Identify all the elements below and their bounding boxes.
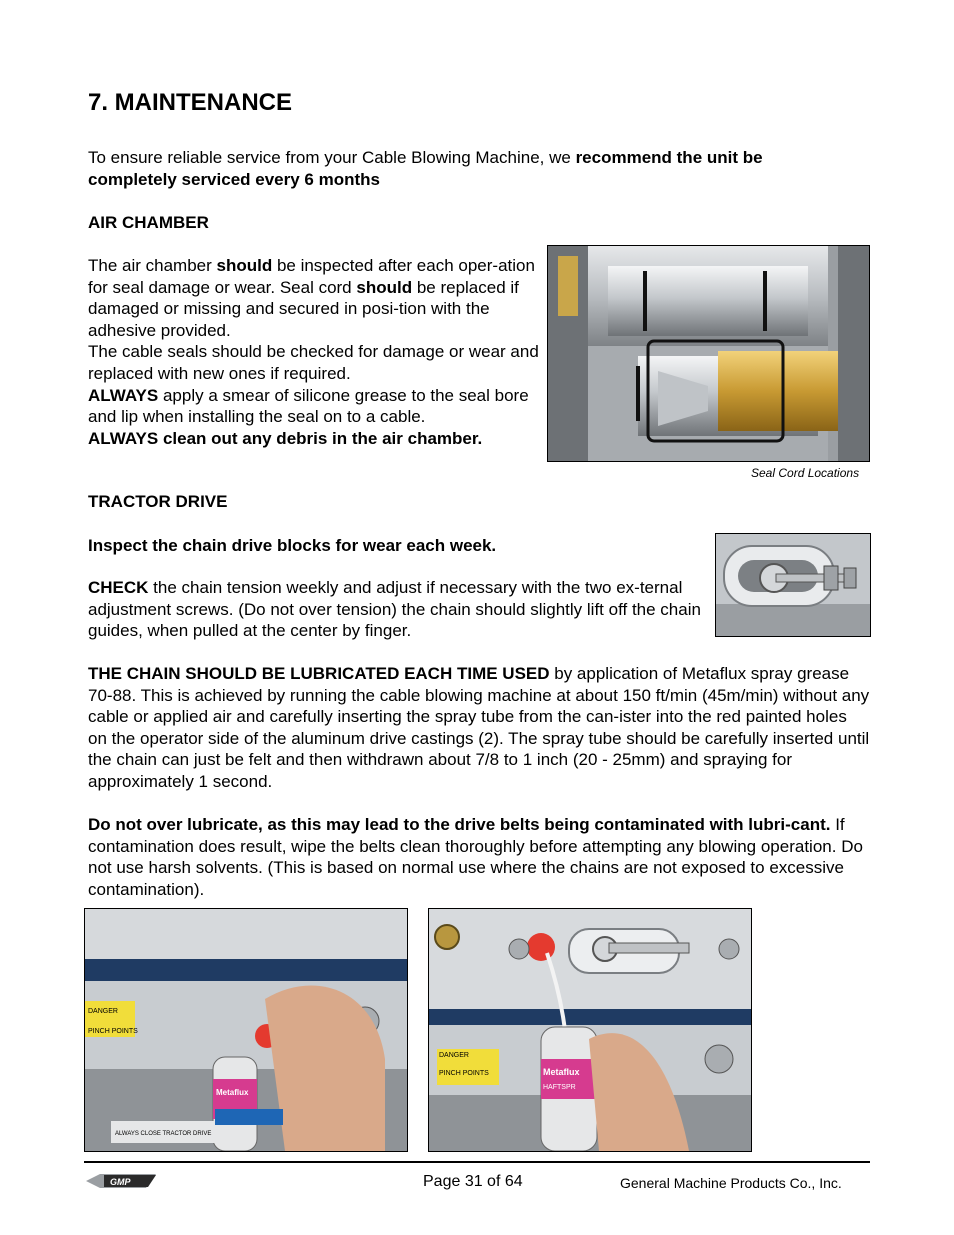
air-chamber-p2: The cable seals should be checked for damage or wear and replaced with new ones if required. [88, 342, 539, 383]
lubrication-photo-left [84, 908, 408, 1152]
check-paragraph [88, 577, 710, 642]
air-chamber-text [88, 255, 543, 449]
warn-rest: If contamination does result, wipe the belts clean thoroughly before attempting any blowing operation. Do not use harsh solvents. (This is based on normal use where the chains are not exposed to excessive contamination). [88, 815, 863, 899]
chain-tensioner-photo [715, 533, 871, 637]
warn-bold: Do not over lubricate, as this may lead to the drive belts being contaminated with lubri-cant. [88, 815, 831, 834]
can-sub-right: HAFTSPR [543, 1084, 576, 1091]
danger-label-right: DANGER [439, 1052, 469, 1059]
gmp-logo-text: GMP [110, 1177, 131, 1187]
seal-cord-illustration [548, 246, 869, 461]
pinch-label-right: PINCH POINTS [439, 1070, 489, 1077]
air-chamber-p4: ALWAYS clean out any debris in the air chamber. [88, 428, 483, 448]
intro-paragraph [88, 147, 848, 190]
p1-b: should [216, 256, 273, 275]
can-brand-right: Metaflux [543, 1067, 580, 1077]
gmp-logo-icon [86, 1172, 158, 1190]
p1-e: be replaced if damaged or missing and secured in posi-tion with the adhesive provided. [88, 277, 519, 340]
air-chamber-p1 [88, 255, 543, 341]
always-close-label: ALWAYS CLOSE TRACTOR DRIVE [115, 1131, 212, 1137]
air-chamber-heading: AIR CHAMBER [88, 213, 209, 232]
lubrication-illustration-left [85, 909, 407, 1151]
tensioner-illustration [716, 534, 870, 636]
p3-bold: ALWAYS [88, 385, 159, 405]
danger-label-left: DANGER [88, 1008, 118, 1015]
seal-cord-photo [547, 245, 870, 462]
p1-c: be inspected after each oper-ation for seal damage or wear. Seal cord [88, 256, 535, 297]
p1-a: The air chamber [88, 256, 217, 275]
p1-d: should [356, 277, 413, 297]
air-chamber-p3 [88, 385, 543, 428]
seal-cord-caption: Seal Cord Locations [751, 466, 860, 480]
page-title: 7. MAINTENANCE [88, 89, 293, 116]
inspect-text: Inspect the chain drive blocks for wear each week. [88, 536, 497, 555]
can-brand-left: Metaflux [216, 1088, 249, 1097]
check-bold: CHECK [88, 578, 149, 597]
lube-bold: THE CHAIN SHOULD BE LUBRICATED EACH TIME USED [88, 664, 550, 683]
tractor-drive-heading: TRACTOR DRIVE [88, 492, 228, 511]
lubrication-paragraph [88, 663, 870, 793]
footer-rule [84, 1161, 870, 1163]
intro-text: To ensure reliable service from your Cable Blowing Machine, we [88, 148, 576, 167]
lube-rest: by application of Metaflux spray grease 70-88. This is achieved by running the cable blowing machine at about 150 ft/min (45m/min) without any cable or applied air and carefully inserting the spray tube from the can-ister into the red painted holes on the operator side of the aluminum drive castings (2). The spray tube should be carefully inserted until the chain can just be felt and then withdrawn about 7/8 to 1 inch (20 - 25mm) and spraying for approximately 1 second. [88, 664, 870, 791]
lubrication-photo-right [428, 908, 752, 1152]
pinch-label-left: PINCH POINTS [88, 1028, 138, 1035]
check-rest: the chain tension weekly and adjust if necessary with the two ex-ternal adjustment screws. (Do not over tension) the chain should slightly lift off the chain guides, when pulled at the center by finger. [88, 578, 701, 641]
page-number: Page 31 of 64 [423, 1173, 523, 1190]
warning-paragraph [88, 814, 870, 900]
intro-bold: recommend the unit be completely serviced every 6 months [88, 148, 763, 189]
lubrication-illustration-right [429, 909, 751, 1151]
company-name: General Machine Products Co., Inc. [620, 1175, 842, 1191]
p3-rest: apply a smear of silicone grease to the seal bore and lip when installing the seal on to a cable. [88, 385, 529, 427]
gmp-logo [86, 1172, 158, 1190]
